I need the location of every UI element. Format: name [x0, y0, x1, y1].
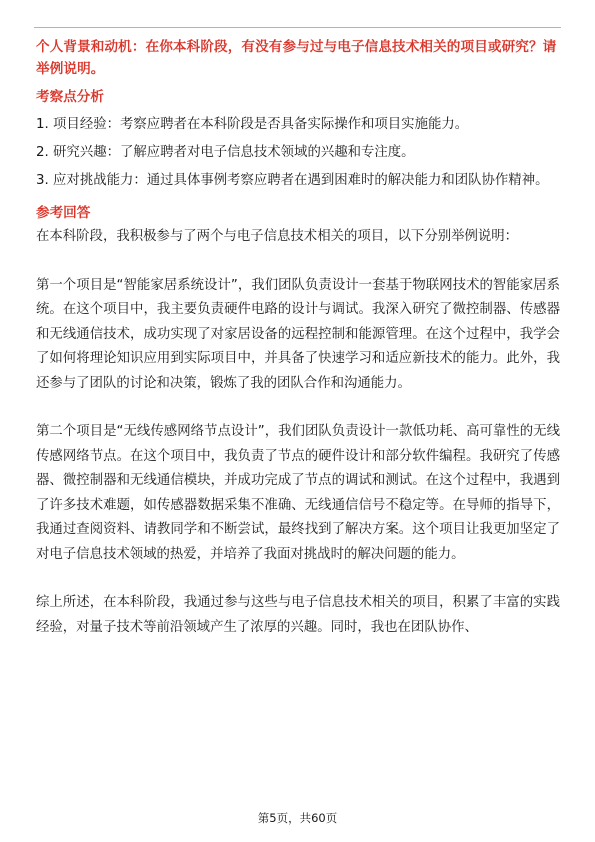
- paragraph-gap: [36, 567, 560, 591]
- answer-paragraph: 第二个项目是“无线传感网络节点设计”，我们团队负责设计一款低功耗、高可靠性的无线传感网络节点。在这个项目中，我负责了节点的硬件设计和部分软件编程。我研究了传感器、微控制器和无线通信模块，并成功完成了节点的调试和测试。在这个过程中，我遇到了许多技术难题，如传感器数据采集不准确、无线通信信号不稳定等。在导师的指导下，我通过查阅资料、请教同学和不断尝试，最终找到了解决方案。这个项目让我更加坚定了对电子信息技术领域的热爱，并培养了我面对挑战时的解决问题的能力。: [36, 424, 560, 562]
- analysis-point: 2. 研究兴趣：了解应聘者对电子信息技术领域的兴趣和专注度。: [36, 145, 415, 160]
- analysis-heading: 考察点分析: [36, 89, 104, 105]
- question-text: 个人背景和动机：在你本科阶段，有没有参与过与电子信息技术相关的项目或研究？请举例说明。: [36, 39, 557, 77]
- page-footer: 第5页，共60页: [257, 811, 338, 825]
- page-content: [36, 36, 560, 640]
- header-rule: [34, 27, 561, 28]
- paragraph-gap: [36, 396, 560, 420]
- analysis-point: 1. 项目经验：考察应聘者在本科阶段是否具备实际操作和项目实施能力。: [36, 117, 469, 132]
- answer-paragraph: 综上所述，在本科阶段，我通过参与这些与电子信息技术相关的项目，积累了丰富的实践经验，对量子技术等前沿领域产生了浓厚的兴趣。同时，我也在团队协作、: [36, 595, 560, 635]
- analysis-point: 3. 应对挑战能力：通过具体事例考察应聘者在遇到困难时的解决能力和团队协作精神。: [36, 173, 549, 188]
- answer-paragraph: 第一个项目是“智能家居系统设计”，我们团队负责设计一套基于物联网技术的智能家居系统。在这个项目中，我主要负责硬件电路的设计与调试。我深入研究了微控制器、传感器和无线通信技术，成功实现了对家居设备的远程控制和能源管理。在这个过程中，我学会了如何将理论知识应用到实际项目中，并具备了快速学习和适应新技术的能力。此外，我还参与了团队的讨论和决策，锻炼了我的团队合作和沟通能力。: [36, 277, 560, 391]
- answer-intro: 在本科阶段，我积极参与了两个与电子信息技术相关的项目，以下分别举例说明：: [36, 229, 519, 244]
- paragraph-gap: [36, 250, 560, 274]
- answer-heading: 参考回答: [36, 205, 91, 221]
